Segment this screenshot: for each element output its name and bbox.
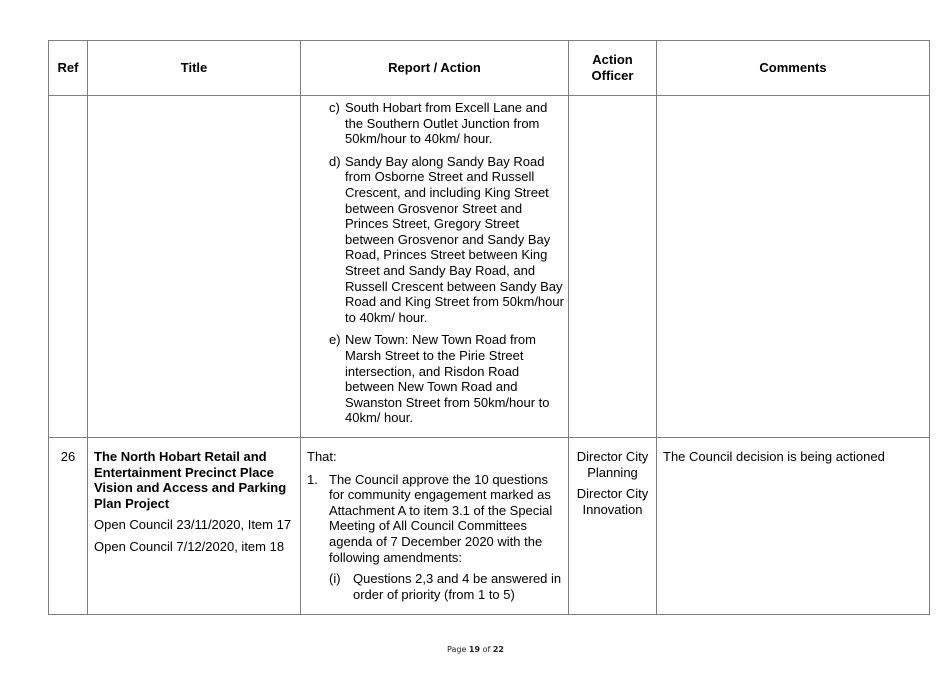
cont-ref-cell [49,96,88,438]
cont-report-cell [301,96,569,438]
list-item [307,472,562,603]
footer-page-number: 19 [468,645,481,654]
table-row-continuation [49,96,930,438]
comment-text: The Council decision is being actioned [663,449,885,464]
header-comments: Comments [657,41,930,96]
footer-of: of [480,645,493,654]
officer-cell [569,438,657,615]
header-title: Title [88,41,301,96]
amendment-list [329,571,562,602]
list-item [329,154,568,326]
header-officer [569,41,657,96]
footer-page-total: 22 [492,645,504,654]
action-table [48,40,930,615]
list-item-text: South Hobart from Excell Lane and the Southern Outlet Junction from 50km/hour to 40km/ hour. [345,100,548,147]
title-cell [88,438,301,615]
officer-2: Director City Innovation [576,486,649,517]
list-item-text: Questions 2,3 and 4 be answered in order of priority (from 1 to 5) [353,571,562,602]
list-item-label: (i) [329,571,341,587]
header-row [49,41,930,96]
page-footer [0,645,951,654]
list-item-text: The Council approve the 10 questions for community engagement marked as Attachment A to item 3.1 of the Special Meeting of All Council Committees agenda of 7 December 2020 with the following amendments: [329,471,553,565]
list-item-label: d) [329,153,341,169]
officer-1: Director City Planning [576,449,649,480]
ref-number: 26 [60,449,76,464]
list-item-text: Sandy Bay along Sandy Bay Road from Osborne Street and Russell Crescent, and including King Street between Grosvenor Street and Princes Street, Gregory Street between Grosvenor and Sandy Bay Road, Princes Street between King Street and Sandy Bay Road, and Russell Crescent between Sandy Bay Road and King Street from 50km/hour to 40km/ hour. [345,153,564,325]
report-intro: That: [307,449,337,464]
list-item [329,100,568,147]
ref-cell [49,438,88,615]
header-officer-line1: Action [592,52,633,68]
meeting-ref-1: Open Council 23/11/2020, Item 17 [94,517,292,533]
item-title: The North Hobart Retail and Entertainment Precinct Place Vision and Access and Parking Plan Project [94,449,287,511]
list-item-label: e) [329,332,341,348]
list-item-text: New Town: New Town Road from Marsh Street to the Pirie Street intersection, and Risdon Road between New Town Road and Swanston Street from 50km/hour to 40km/ hour. [345,332,550,426]
report-cell [301,438,569,615]
list-item-label: c) [329,100,340,115]
list-item [329,332,568,426]
speed-limit-list [301,96,568,426]
table-row-26 [49,438,930,615]
meeting-ref-2: Open Council 7/12/2020, item 18 [94,538,285,554]
header-officer-line2: Officer [591,68,634,83]
resolution-list [307,472,562,603]
comments-cell [657,438,930,615]
list-item-number: 1. [307,471,318,487]
cont-comments-cell [657,96,930,438]
header-report: Report / Action [301,41,569,96]
header-ref: Ref [49,41,88,96]
list-item [329,571,562,602]
cont-title-cell [88,96,301,438]
footer-prefix: Page [447,645,469,654]
cont-officer-cell [569,96,657,438]
